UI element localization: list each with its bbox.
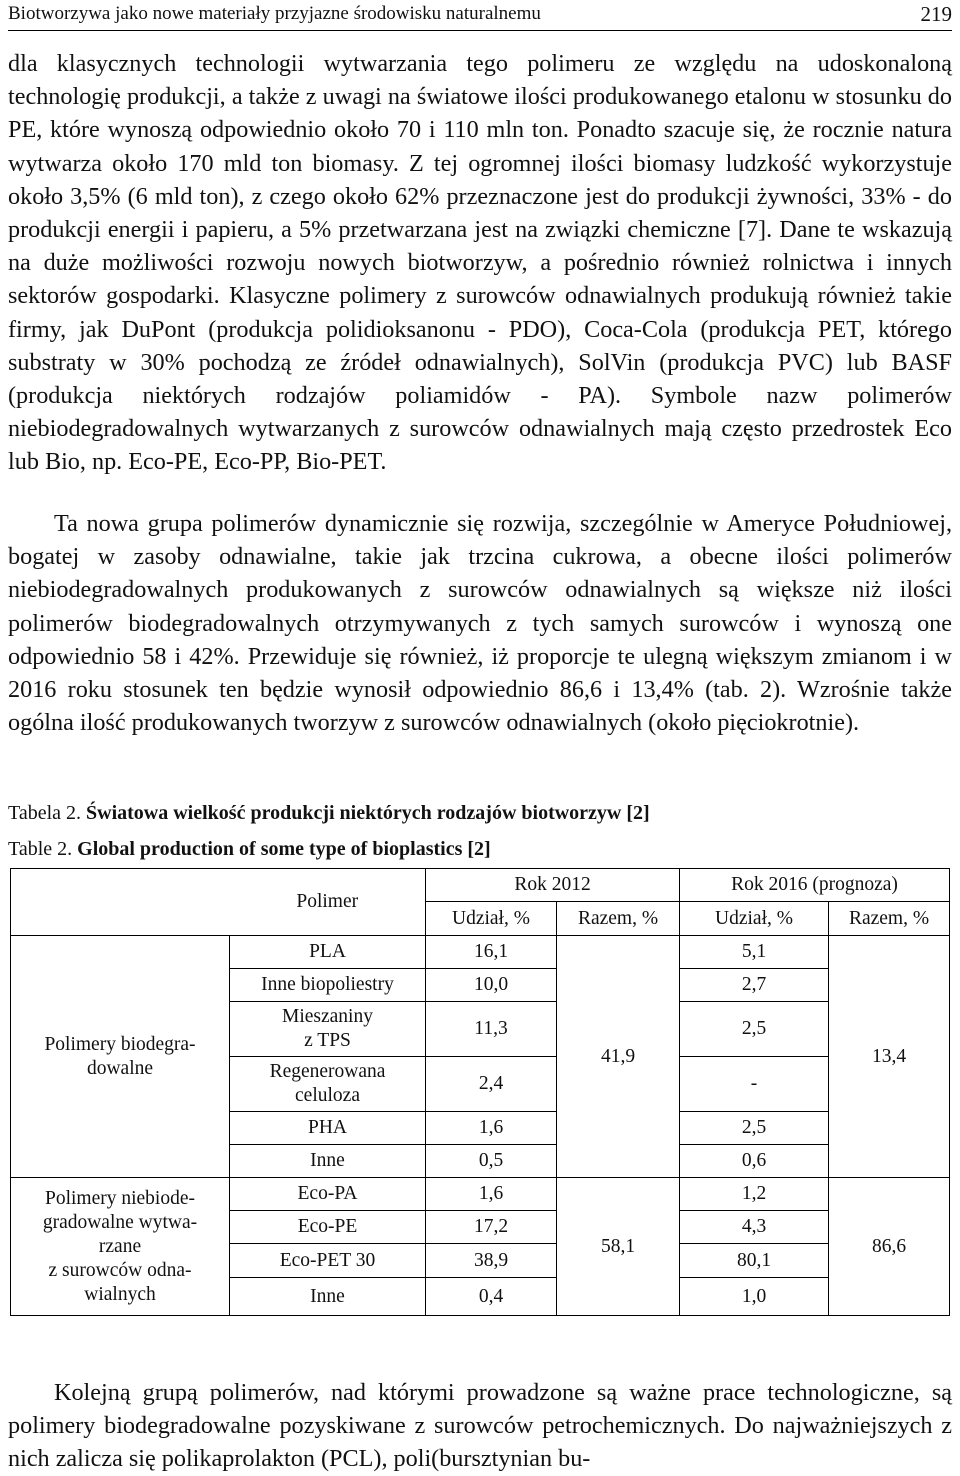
share-2016	[680, 1178, 829, 1211]
col-header-total-2012-text: Razem, %	[577, 907, 659, 929]
share-2012-text: 16,1	[473, 941, 509, 962]
col-header-share-2016-text: Udział, %	[715, 907, 793, 929]
share-2016-text: 1,2	[741, 1183, 767, 1204]
col-header-total-2012	[557, 902, 680, 936]
body-paragraph-2: Ta nowa grupa polimerów dynamicznie się rozwija, szczególnie w Ameryce Południowej, bogatej w zasoby odnawialne, takie jak trzcina cukrowa, a obecne ilości polimerów niebiodegradowalnych produkowanych z surowców odnawialnych są większe niż ilości polimerów biodegradowalnych otrzymywanych z tych samych surowców i wynoszą one odpowiednio 58 i 42%. Przewiduje się również, iż proporcje te ulegną większym zmianom i w 2016 roku stosunek ten będzie wynosił odpowiednio 86,6 i 13,4% (tab. 2). Wzrośnie także ogólna ilość produkowanych tworzyw z surowców odnawialnych (około pięciokrotnie).	[8, 510, 952, 737]
share-2016	[680, 969, 829, 1002]
share-2012	[426, 1112, 557, 1145]
running-header	[8, 0, 952, 31]
table-row	[11, 1178, 950, 1211]
body-paragraph-1: dla klasycznych technologii wytwarzania tego polimeru ze względu na udoskonaloną technologię produkcji, a także z uwagi na światowe ilości produkowanego etalonu w stosunku do PE, które wynoszą odpowiednio około 70 i 110 mln ton. Ponadto szacuje się, że rocznie natura wytwarza około 170 mld ton biomasy. Z tej ogromnej ilości biomasy ludzkość wykorzystuje około 3,5% (6 mld ton), z czego około 62% przeznaczone jest do produkcji żywności, 33% - do produkcji energii i papieru, a 5% przetwarzana jest na związki chemiczne [7]. Dane te wskazują na duże możliwości rozwoju nowych biotworzyw, a pośrednio również rolnictwa i innych sektorów gospodarki. Klasyczne polimery z surowców odnawialnych produkują również takie firmy, jak DuPont (produkcja polidioksanonu - PDO), Coca-Cola (produkcja PET, którego substraty w 30% pochodzą ze źródeł odnawialnych), SolVin (produkcja PVC) lub BASF (produkcja niektórych rodzajów poliamidów - PA). Symbole nazw polimerów niebiodegradowalnych wytwarzanych z surowców odnawialnych mają często przedrostek Eco lub Bio, np. Eco-PE, Eco-PP, Bio-PET.	[8, 50, 952, 476]
total-2016-biodegradable-text: 13,4	[871, 1045, 907, 1067]
corner-cell	[11, 869, 230, 936]
total-2016-non-biodegradable-text: 86,6	[871, 1235, 907, 1257]
share-2012	[426, 969, 557, 1002]
col-header-total-2016-text: Razem, %	[848, 907, 930, 929]
share-2016	[680, 1145, 829, 1178]
polymer-name-text: Regenerowana celuloza	[269, 1061, 386, 1106]
polymer-name-text: Inne	[310, 1285, 345, 1307]
polymer-name	[230, 936, 426, 969]
polymer-name	[230, 1244, 426, 1278]
col-header-2016	[680, 869, 950, 902]
share-2012	[426, 1244, 557, 1278]
caption-label: Tabela 2.	[8, 802, 82, 824]
col-header-polymer-text: Polimer	[296, 891, 359, 912]
polymer-name-text: Eco-PA	[297, 1183, 358, 1204]
share-2016-text: 5,1	[741, 941, 767, 962]
total-2016-non-biodegradable	[829, 1178, 950, 1316]
share-2016-text: 80,1	[736, 1249, 772, 1271]
group-label-biodegradable-text: Polimery biodegra- dowalne	[44, 1033, 196, 1079]
polymer-name-text: PHA	[307, 1117, 347, 1138]
group-label-non-biodegradable-text: Polimery niebiode- gradowalne wytwa- rzane z surowców odna- wialnych	[42, 1187, 198, 1305]
polymer-name	[230, 1057, 426, 1112]
total-2012-biodegradable-text: 41,9	[600, 1045, 636, 1067]
col-header-2012	[426, 869, 680, 902]
polymer-name-text: Inne	[310, 1150, 345, 1171]
share-2016	[680, 936, 829, 969]
share-2012-text: 11,3	[474, 1018, 508, 1039]
share-2012	[426, 1057, 557, 1112]
share-2012	[426, 1178, 557, 1211]
body-paragraph-3: Kolejną grupą polimerów, nad którymi prowadzone są ważne prace technologiczne, są polimery biodegradowalne pozyskiwane z surowców petrochemicznych. Do najważniejszych z nich zalicza się polikaprolakton (PCL), poli(bursztynian bu-	[8, 1379, 952, 1473]
share-2016-text: 1,0	[741, 1285, 767, 1307]
caption-label: Table 2.	[8, 838, 73, 860]
polymer-name-text: PLA	[309, 941, 346, 962]
share-2016	[680, 1278, 829, 1316]
polymer-name	[230, 1211, 426, 1244]
share-2012-text: 10,0	[473, 974, 509, 995]
table-caption-polish	[8, 800, 650, 826]
table-caption-english	[8, 836, 491, 862]
share-2016-text: -	[750, 1073, 758, 1094]
total-2012-non-biodegradable-text: 58,1	[600, 1235, 636, 1257]
share-2016-text: 2,5	[741, 1117, 767, 1138]
share-2012-text: 1,6	[478, 1183, 504, 1204]
page-number: 219	[920, 2, 952, 26]
total-2016-biodegradable	[829, 936, 950, 1178]
share-2016	[680, 1244, 829, 1278]
table-row	[11, 936, 950, 969]
total-2012-biodegradable	[557, 936, 680, 1178]
share-2012-text: 17,2	[473, 1216, 509, 1237]
col-header-share-2012-text: Udział, %	[452, 907, 530, 929]
share-2016-text: 2,5	[741, 1018, 767, 1039]
share-2016	[680, 1057, 829, 1112]
polymer-name	[230, 1002, 426, 1057]
share-2012	[426, 1002, 557, 1057]
share-2012	[426, 1278, 557, 1316]
polymer-name-text: Inne biopoliestry	[261, 974, 394, 995]
col-header-polymer	[230, 869, 426, 936]
share-2012	[426, 1145, 557, 1178]
caption-title: Światowa wielkość produkcji niektórych rodzajów biotworzyw [2]	[86, 802, 650, 824]
share-2016-text: 0,6	[741, 1150, 767, 1171]
caption-title: Global production of some type of bioplastics [2]	[77, 838, 491, 860]
col-header-share-2012	[426, 902, 557, 936]
share-2012-text: 0,5	[478, 1150, 504, 1171]
share-2012-text: 2,4	[478, 1073, 504, 1094]
share-2012	[426, 936, 557, 969]
group-label-non-biodegradable	[11, 1178, 230, 1316]
share-2016	[680, 1211, 829, 1244]
polymer-name	[230, 1112, 426, 1145]
share-2012-text: 38,9	[473, 1249, 509, 1271]
share-2016	[680, 1112, 829, 1145]
polymer-name	[230, 969, 426, 1002]
polymer-name-text: Eco-PET 30	[279, 1249, 376, 1271]
share-2012-text: 0,4	[478, 1285, 504, 1307]
col-header-share-2016	[680, 902, 829, 936]
polymer-name	[230, 1178, 426, 1211]
col-header-2016-text: Rok 2016 (prognoza)	[731, 874, 898, 895]
polymer-name	[230, 1278, 426, 1316]
share-2012	[426, 1211, 557, 1244]
share-2012-text: 1,6	[478, 1117, 504, 1138]
running-title: Biotworzywa jako nowe materiały przyjazne środowisku naturalnemu	[8, 3, 541, 24]
polymer-name-text: Mieszaniny z TPS	[282, 1006, 373, 1051]
polymer-name-text: Eco-PE	[297, 1216, 358, 1237]
polymer-name	[230, 1145, 426, 1178]
table-row	[11, 869, 950, 902]
share-2016-text: 2,7	[741, 974, 767, 995]
col-header-2012-text: Rok 2012	[514, 874, 591, 895]
group-label-biodegradable	[11, 936, 230, 1178]
share-2016	[680, 1002, 829, 1057]
total-2012-non-biodegradable	[557, 1178, 680, 1316]
col-header-total-2016	[829, 902, 950, 936]
share-2016-text: 4,3	[741, 1216, 767, 1237]
bioplastics-table	[10, 868, 950, 1316]
